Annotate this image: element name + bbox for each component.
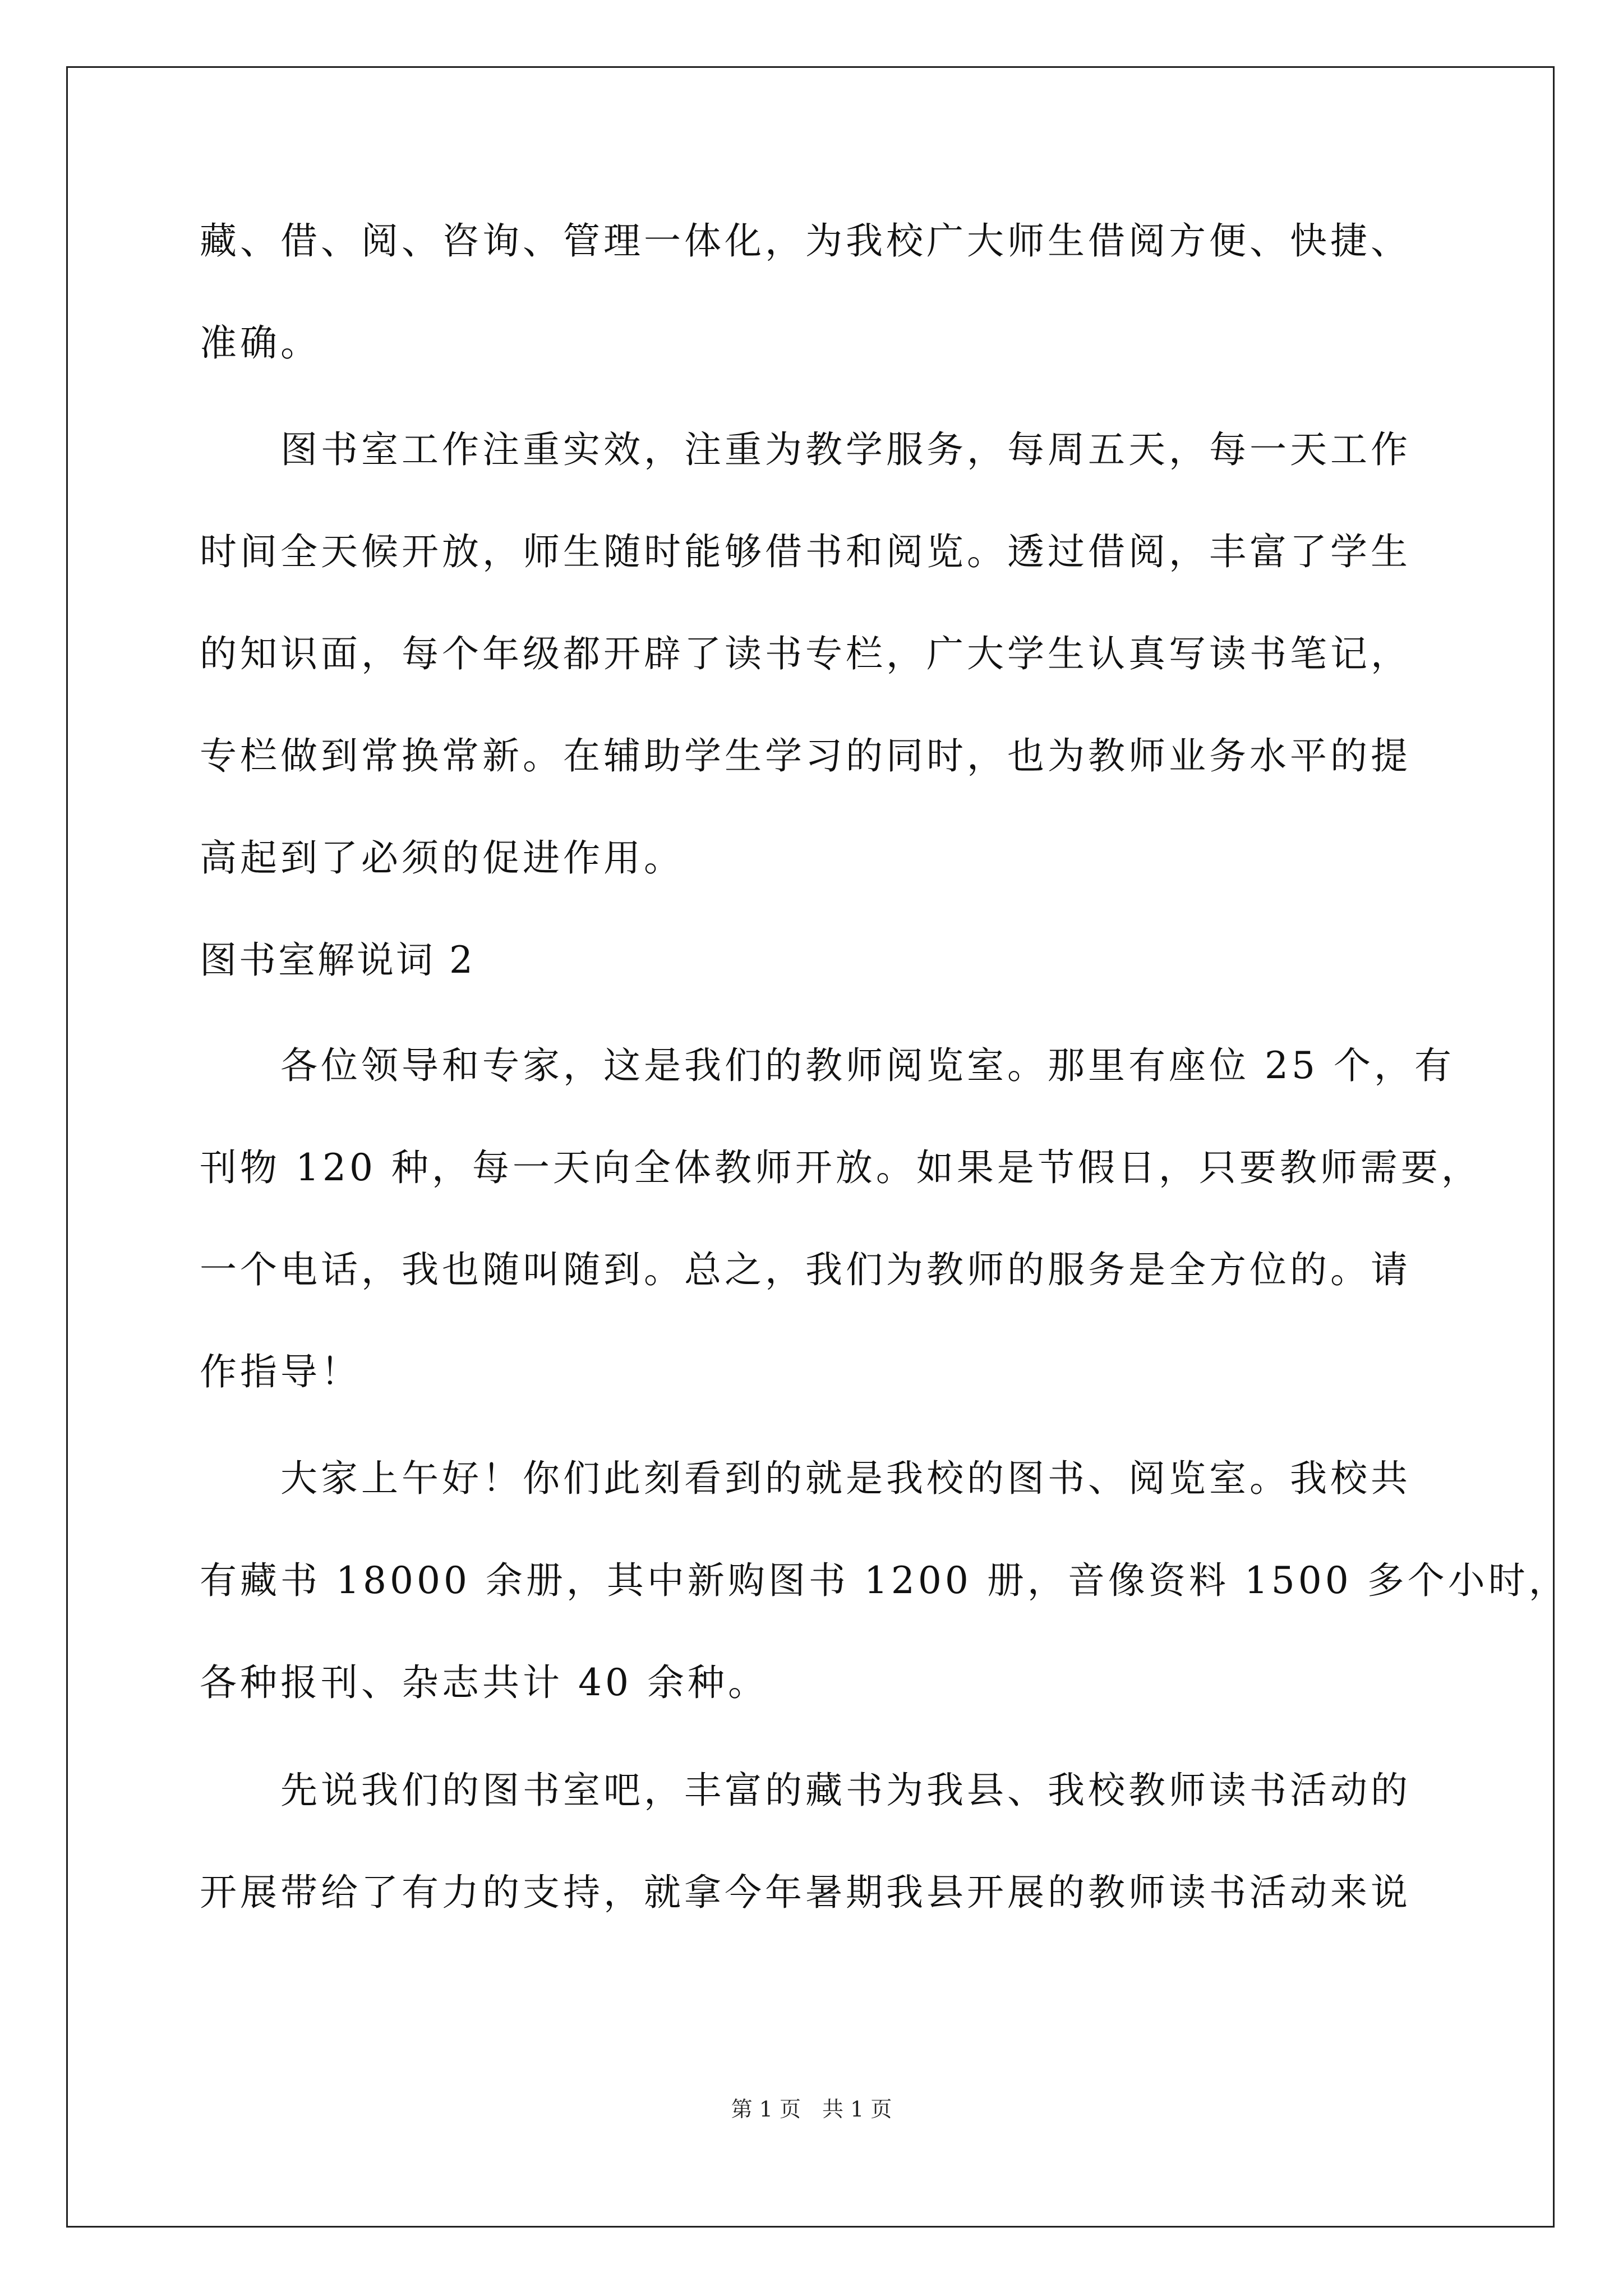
text-line: 图书室工作注重实效，注重为教学服务，每周五天，每一天工作: [280, 428, 1411, 471]
text-line: 大家上午好！你们此刻看到的就是我校的图书、阅览室。我校共: [280, 1457, 1411, 1500]
section-heading: 图书室解说词 2: [200, 938, 475, 982]
text-line: 高起到了必须的促进作用。: [200, 836, 684, 880]
text-line: 藏、借、阅、咨询、管理一体化，为我校广大师生借阅方便、快捷、: [200, 219, 1411, 263]
text-line: 开展带给了有力的支持，就拿今年暑期我县开展的教师读书活动来说: [200, 1871, 1411, 1914]
text-line: 的知识面，每个年级都开辟了读书专栏，广大学生认真写读书笔记，: [200, 632, 1411, 675]
text-line: 各种报刊、杂志共计 40 余种。: [200, 1661, 768, 1704]
text-line: 刊物 120 种，每一天向全体教师开放。如果是节假日，只要教师需要，: [200, 1146, 1482, 1189]
text-line: 各位领导和专家，这是我们的教师阅览室。那里有座位 25 个，有: [280, 1044, 1455, 1087]
text-line: 作指导！: [200, 1350, 361, 1393]
page-footer: 第 1 页 共 1 页: [731, 2097, 892, 2122]
text-line: 一个电话，我也随叫随到。总之，我们为教师的服务是全方位的。请: [200, 1248, 1411, 1291]
text-line: 先说我们的图书室吧，丰富的藏书为我县、我校教师读书活动的: [280, 1769, 1411, 1812]
text-line: 专栏做到常换常新。在辅助学生学习的同时，也为教师业务水平的提: [200, 734, 1411, 777]
text-line: 准确。: [200, 321, 321, 365]
text-line: 有藏书 18000 余册，其中新购图书 1200 册，音像资料 1500 多个小时，: [200, 1559, 1569, 1602]
text-line: 时间全天候开放，师生随时能够借书和阅览。透过借阅，丰富了学生: [200, 530, 1411, 573]
